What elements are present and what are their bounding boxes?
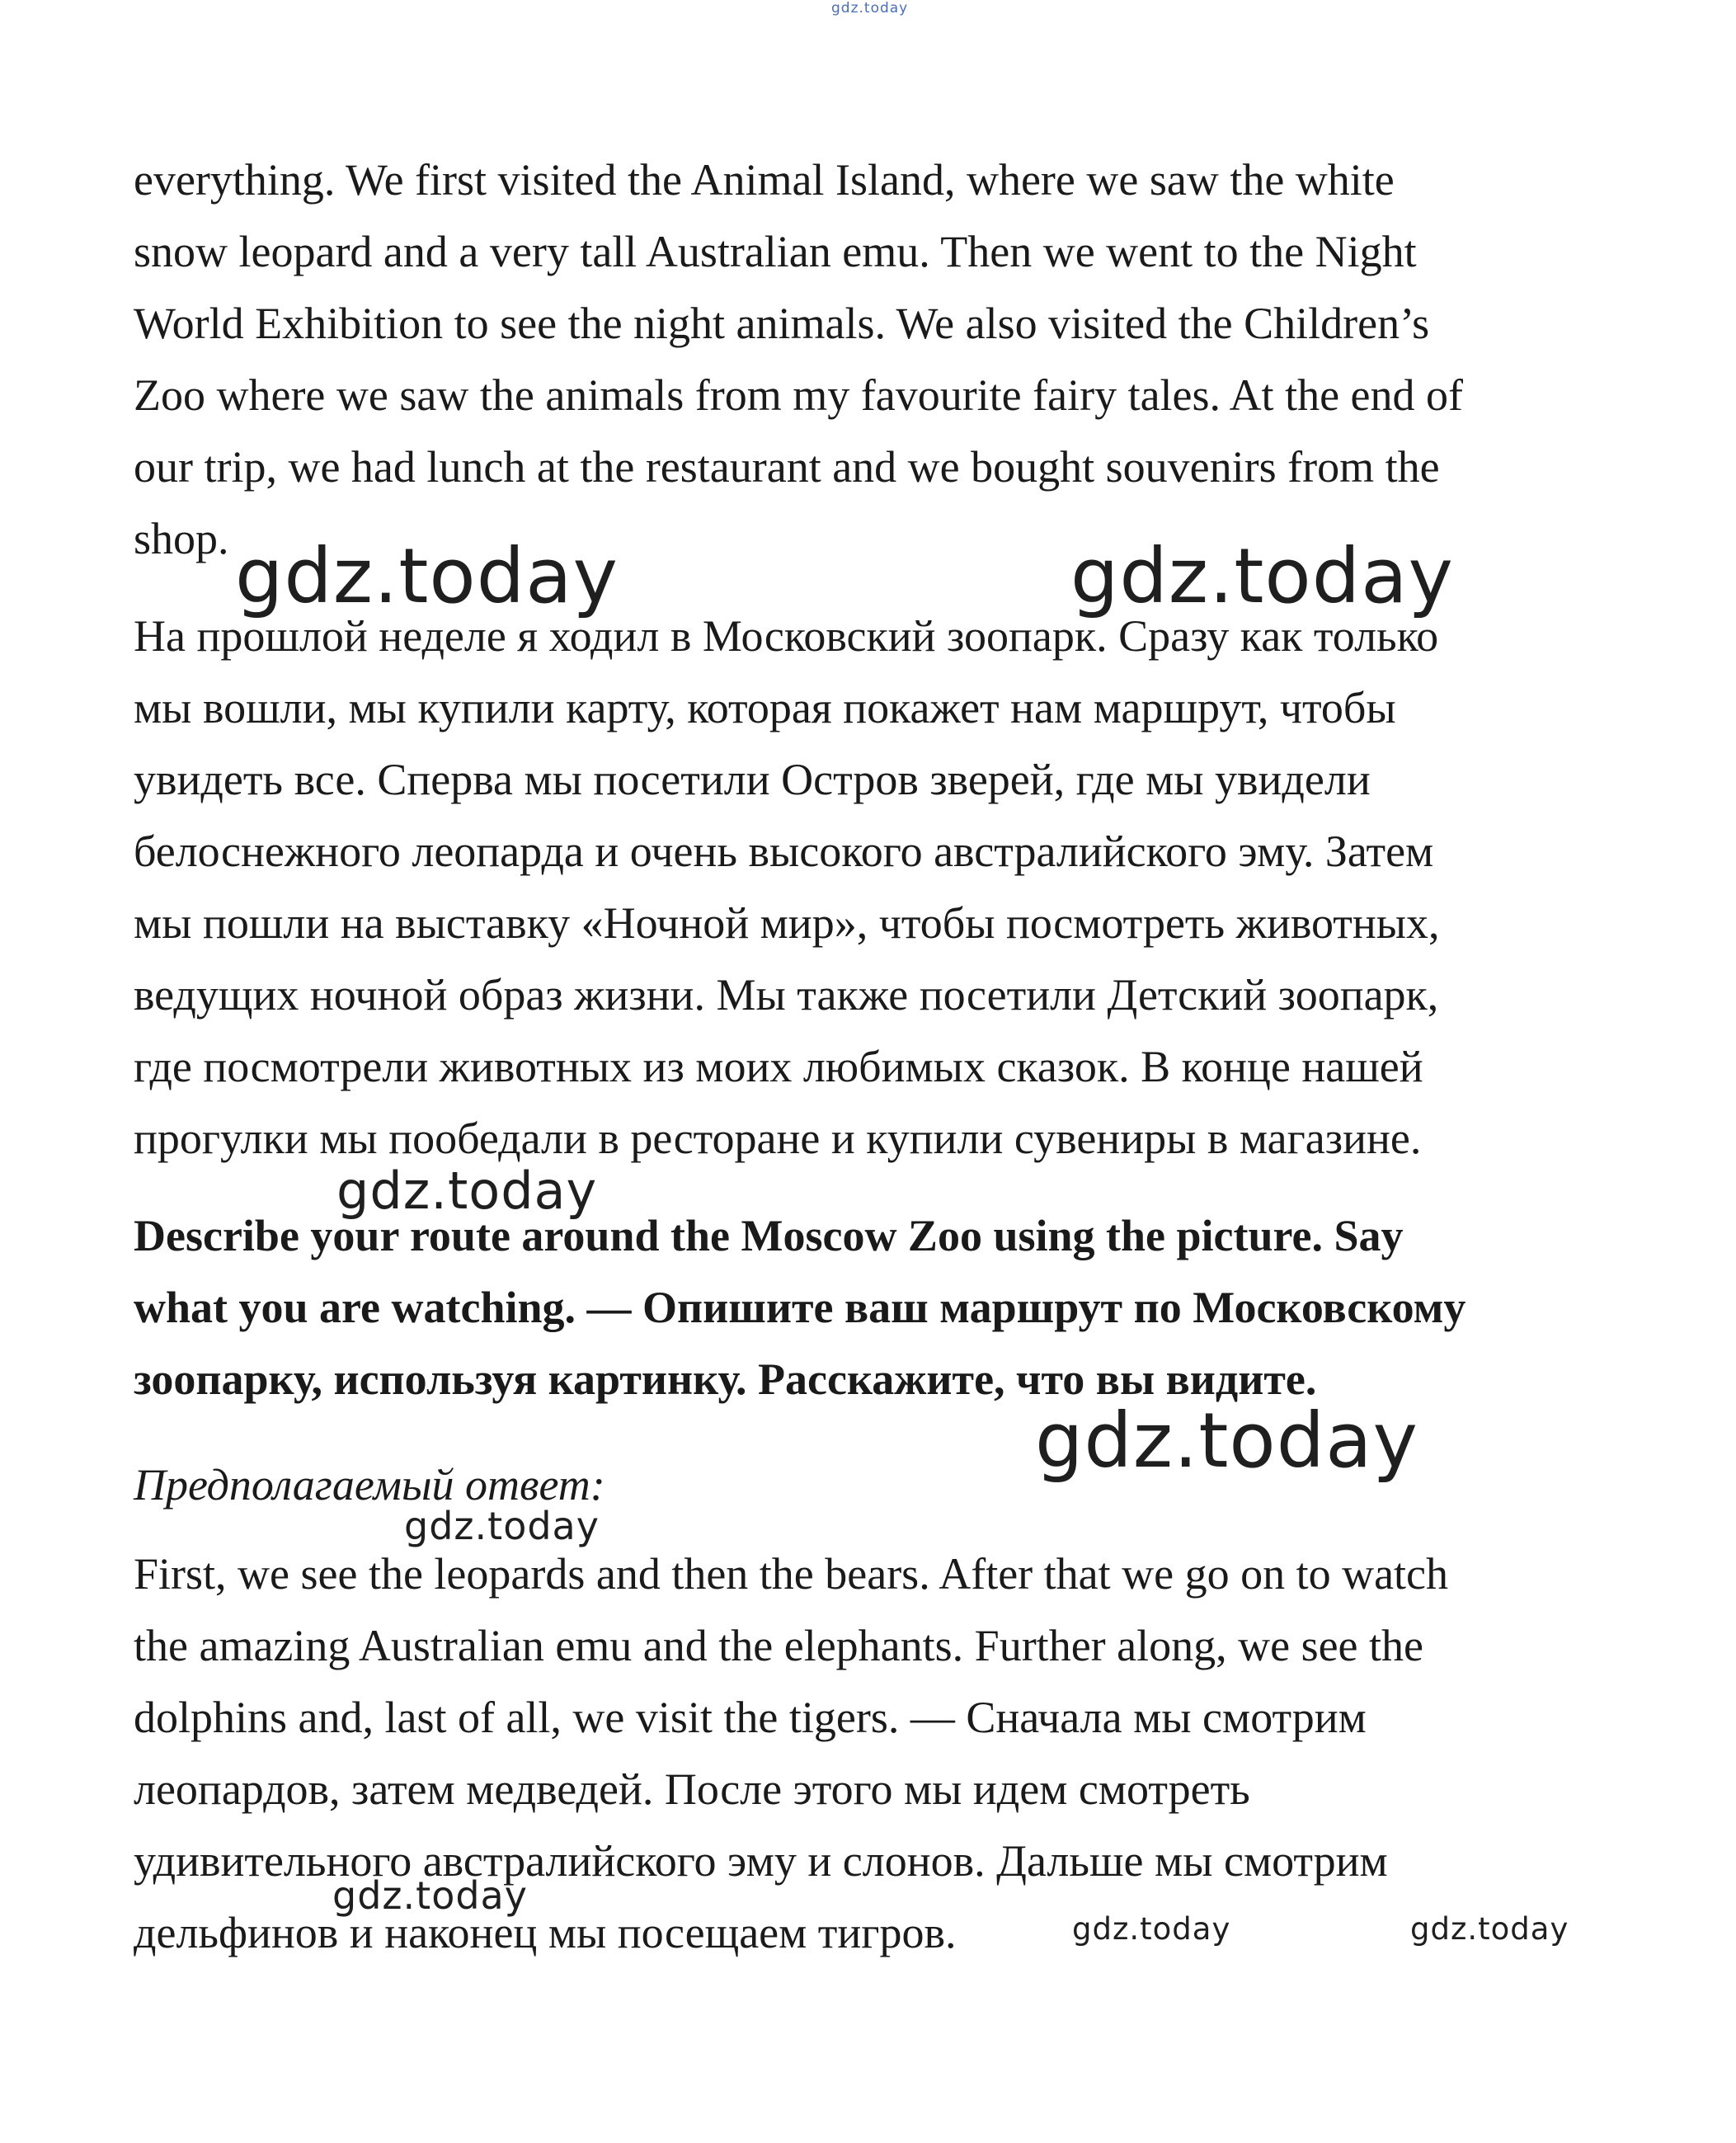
paragraph-english-end: everything. We first visited the Animal Island, where we saw the white snow leopard and a very tall Australian emu. Then we went to the Night World Exhibition to see the night animals. We also visited the Children’s Zoo where we saw the animals from my favourite fairy tales. At the end of our trip, we had lunch at the restaurant and we bought souvenirs from the shop.: [134, 155, 1463, 563]
watermark: gdz.today: [1070, 532, 1454, 620]
watermark-top: gdz.today: [831, 0, 909, 16]
watermark: gdz.today: [1035, 1396, 1418, 1485]
task-heading: Describe your route around the Moscow Zoo using the picture. Say what you are watching. — Опишите ваш маршрут по Московскому зоопарку, используя картинку. Расскажите, что вы видите.: [134, 1211, 1466, 1404]
answer-text: First, we see the leopards and then the bears. After that we go on to watch the amazing Australian emu and the elephants. Further along, we see the dolphins and, last of all, we visit the tigers. — Сначала мы смотрим леопардов, затем медведей. После этого мы идем смотреть удивительного австралийского эму и слонов. Дальше мы смотрим дельфинов и наконец мы посещаем тигров.: [134, 1549, 1449, 1957]
paragraph-russian-translation: На прошлой неделе я ходил в Московский зоопарк. Сразу как только мы вошли, мы купили карту, которая покажет нам маршрут, чтобы увидеть все. Сперва мы посетили Остров зверей, где мы увидели белоснежного леопарда и очень высокого австралийского эму. Затем мы пошли на выставку «Ночной мир», чтобы посмотреть животных, ведущих ночной образ жизни. Мы также посетили Детский зоопарк, где посмотрели животных из моих любимых сказок. В конце нашей прогулки мы пообедали в ресторане и купили сувениры в магазине.: [134, 611, 1440, 1163]
watermark: gdz.today: [332, 1873, 528, 1918]
watermark: gdz.today: [235, 532, 619, 620]
watermark: gdz.today: [1072, 1911, 1231, 1947]
watermark: gdz.today: [404, 1504, 600, 1548]
answer-label: Предполагаемый ответ:: [134, 1460, 605, 1510]
watermark: gdz.today: [1410, 1911, 1569, 1947]
watermark: gdz.today: [336, 1161, 598, 1221]
